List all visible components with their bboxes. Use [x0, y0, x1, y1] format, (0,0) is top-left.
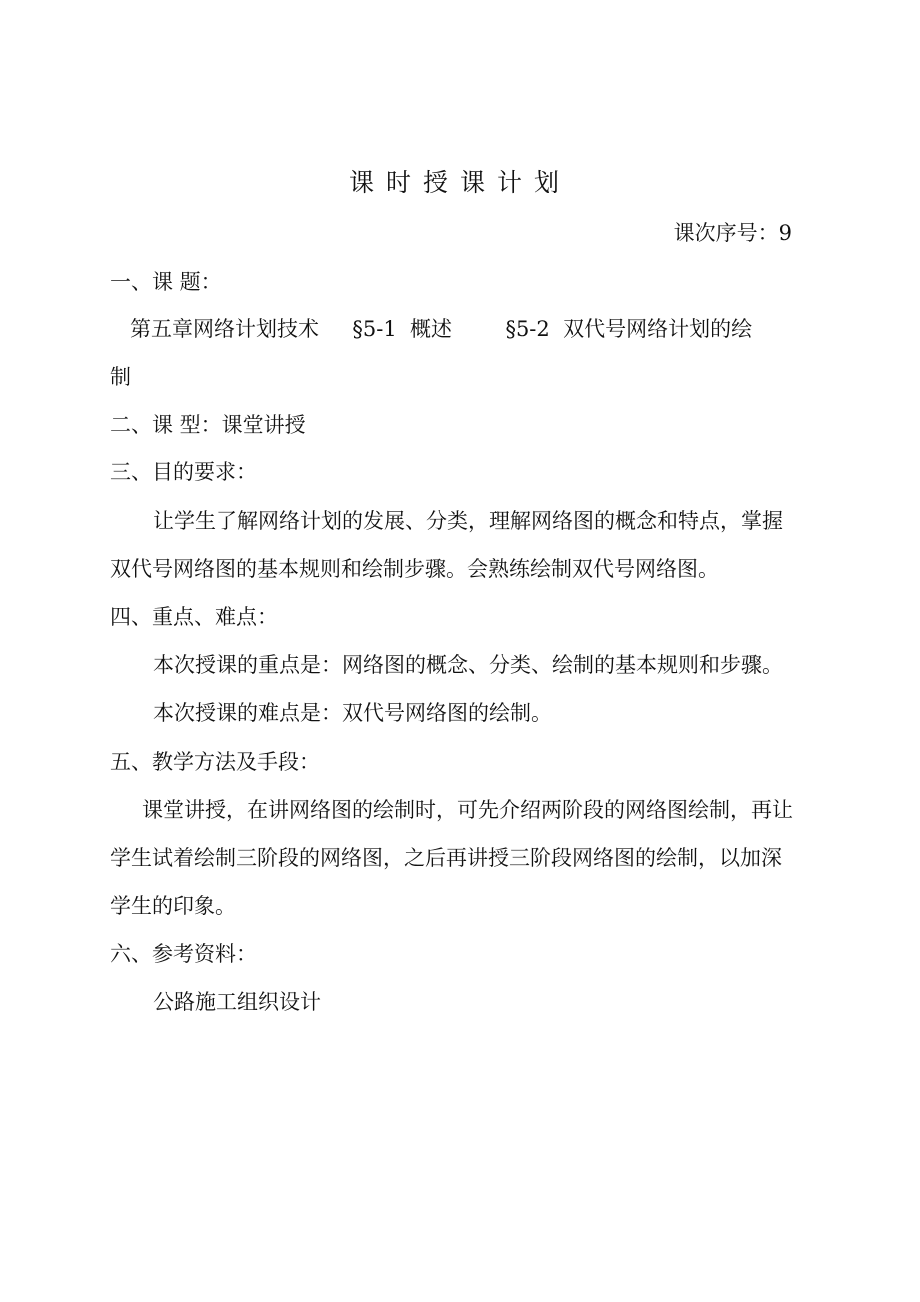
difficult-point: 本次授课的难点是：双代号网络图的绘制。	[153, 701, 552, 725]
goal-text: 让学生了解网络计划的发展、分类，理解网络图的概念和特点，掌握	[153, 509, 783, 533]
ref-item: 公路施工组织设计	[153, 990, 321, 1014]
method-text: 课堂讲授，在讲网络图的绘制时，可先介绍两阶段的网络图绘制，再让	[142, 798, 793, 822]
topic-text: 第五章网络计划技术 §5-1 概述 §5-2 双代号网络计划的绘	[130, 317, 753, 341]
topic-heading: 一、课 题：	[110, 270, 222, 294]
key-heading: 四、重点、难点：	[110, 605, 278, 629]
lesson-number: 课次序号：9	[673, 221, 792, 245]
topic-text-cont: 制	[110, 365, 131, 389]
ref-heading: 六、参考资料：	[110, 942, 257, 966]
method-text-cont: 学生试着绘制三阶段的网络图，之后再讲授三阶段网络图的绘制，以加深	[110, 846, 782, 870]
type-heading: 二、课 型：课堂讲授	[110, 413, 306, 437]
goal-heading: 三、目的要求：	[110, 460, 257, 484]
method-text-end: 学生的印象。	[110, 894, 236, 918]
method-heading: 五、教学方法及手段：	[110, 750, 320, 774]
key-point: 本次授课的重点是：网络图的概念、分类、绘制的基本规则和步骤。	[153, 653, 783, 677]
goal-text-cont: 双代号网络图的基本规则和绘制步骤。会熟练绘制双代号网络图。	[110, 557, 719, 581]
page-title: 课时授课计划	[348, 168, 571, 197]
